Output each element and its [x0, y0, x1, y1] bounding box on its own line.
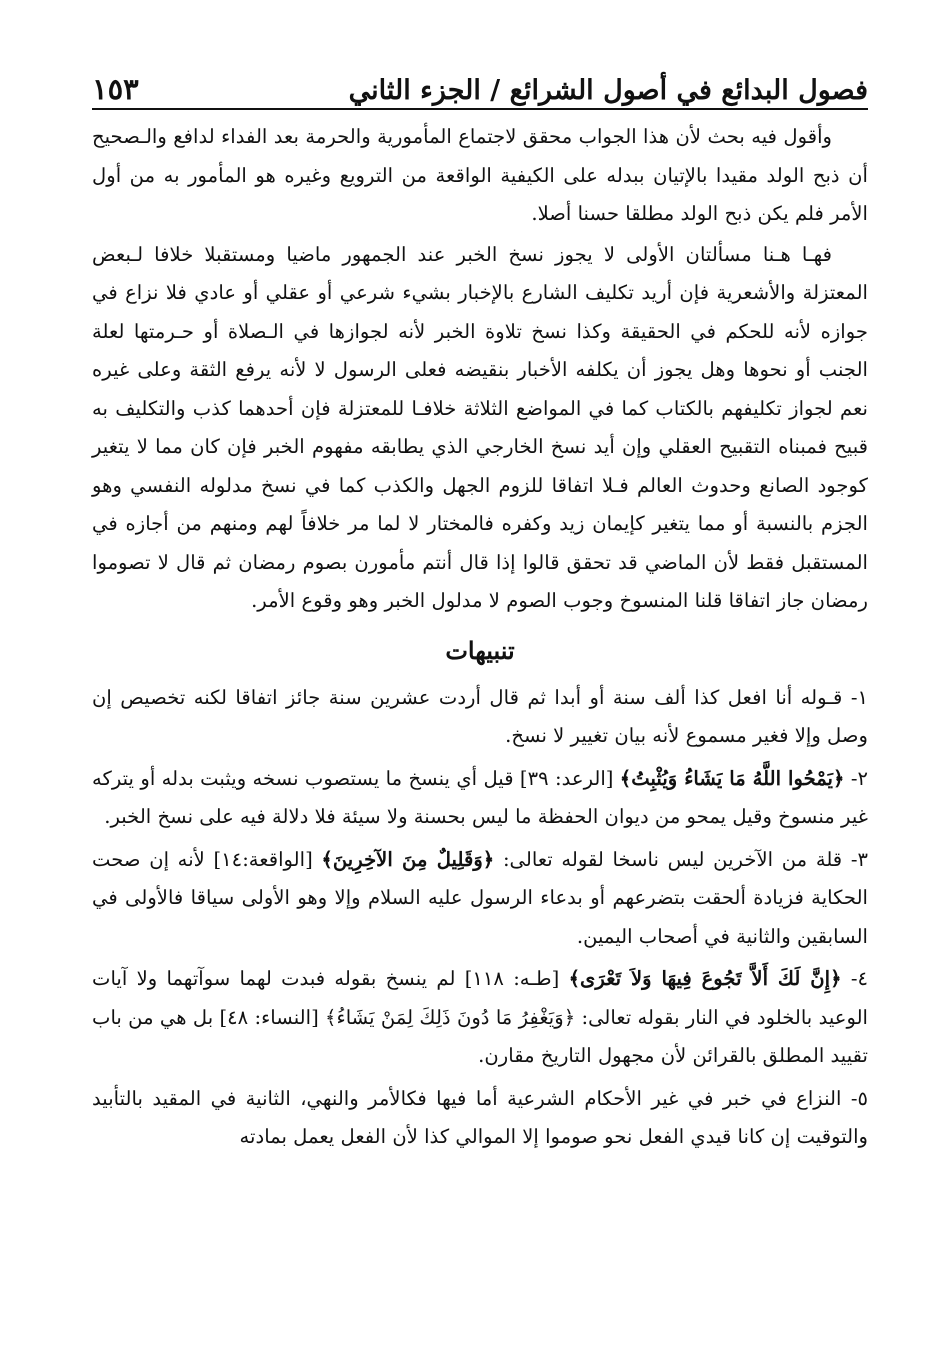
note-1 — [92, 679, 868, 756]
note-2 — [92, 760, 868, 837]
section-heading: تنبيهات — [445, 635, 515, 665]
note-4-number: ٤- — [841, 967, 868, 990]
note-3 — [92, 841, 868, 957]
note-2-number: ٢- — [844, 766, 868, 790]
note-3-text: [الواقعة:١٤] لأنه إن صحت الحكاية فزيادة ألحقت بتضرعهم أو بدعاء الرسول عليه السلام وإلا وهو الأولى سياقا فالأولى في السابقين والثانية في أصحاب اليمين. — [92, 847, 868, 948]
running-title: فصول البدائع في أصول الشرائع / الجزء الثاني — [348, 75, 868, 106]
paragraph-2: فهـا هـنا مسألتان الأولى لا يجوز نسخ الخبر عند الجمهور ماضيا ومستقبلا خلافا لـبعض المعتزلة والأشعرية فإن أريد تكليف الشارع بالإخبار بشيء شرعي أو عقلي أو عادي فلا نزاع في جوازه لأنه للحكم في الحقيقة وكذا نسخ تلاوة الخبر لأنه لجوازها في الـصلاة أو حـرمتها لعلة الجنب أو نحوها وهل يجوز أن يكلفه الأخبار بنقيضه فعلى الرسول لا لأنه يرفع الثقة وعلى غيره نعم لجواز تكليفهم بالكتاب كما في المواضع الثلاثة خلافـا للمعتزلة فإن أحدهما كذب والتكليف به قبيح فمبناه التقبيح العقلي وإن أيد نسخ الخارجي الذي يطابقه مفهوم الخبر فإن كان مما لا يتغير كوجود الصانع وحدوث العالم فـلا اتفاقا للزوم الجهل والكذب كما في نسخ مدلوله النفسي وهو الجزم بالنسبة أو مما يتغير كإيمان زيد وكفره فالمختار لا لما مر خلافاً لهم ومنهم من أجازه في المستقبل فقط لأن الماضي قد تحقق قالوا إذا قال أنتم مأمورن بصوم رمضان ثم قال لا تصوموا رمضان جاز اتفاقا قلنا المنسوخ وجوب الصوم لا مدلول الخبر وهو وقوع الأمر. — [92, 242, 868, 612]
page-header — [92, 50, 868, 110]
note-5 — [92, 1080, 868, 1157]
note-2-text: [الرعد: ٣٩] قيل أي ينسخ ما يستصوب نسخه ويثبت بدله أو يتركه غير منسوخ وقيل يمحو من ديوان الحفظة ما ليس بحسنة ولا سيئة فلا دلالة فيه على نسخ الخبر. — [92, 766, 868, 828]
note-4-quran-verse: ﴿إِنَّ لَكَ أَلاَّ تَجُوعَ فِيهَا وَلاَ تَعْرَى﴾ — [568, 967, 842, 990]
book-page — [92, 50, 868, 1350]
note-2-quran-verse: ﴿يَمْحُوا اللَّهُ مَا يَشَاءُ وَيُثْبِتُ﴾ — [619, 766, 845, 790]
note-3-text-start: ٣- قلة من الآخرين ليس ناسخا لقوله تعالى: — [494, 847, 868, 871]
note-5-text: ٥- النزاع في خبر في غير الأحكام الشرعية أما فيها فكالأمر والنهي، الثانية في المقيد بالتأبيد والتوقيت إن كانا قيدي الفعل نحو صوموا إلا الموالي كذا لأن الفعل يعمل بمادته — [92, 1086, 868, 1148]
paragraph-1: وأقول فيه بحث لأن هذا الجواب محقق لاجتماع المأمورية والحرمة بعد الفداء لدافع والـصحيح أن ذبح الولد مقيدا بالإتيان ببدله على الكيفية الواقعة من الترويع وغيره هو المأمور به من أول الأمر فلم يكن ذبح الولد مطلقا حسنا أصلا. — [92, 125, 868, 225]
page-number: ١٥٣ — [92, 72, 139, 106]
body-text — [92, 118, 868, 1157]
note-1-text: ١- قـوله أنا افعل كذا ألف سنة أو أبدا ثم قال أردت عشرين سنة جائز اتفاقا لكنه تخصيص إن وصل وإلا فغير مسموع لأنه بيان تغيير لا نسخ. — [92, 685, 868, 747]
note-3-quran-verse: ﴿وَقَلِيلٌ مِنَ الآخِرِينَ﴾ — [321, 847, 495, 871]
note-4 — [92, 960, 868, 1076]
note-4-text: [طـه: ١١٨] لم ينسخ بقوله فبدت لهما سوآتهما ولا آيات الوعيد بالخلود في النار بقوله تعالى: ﴿وَيَغْفِرُ مَا دُونَ ذَلِكَ لِمَنْ يَشَاءُ﴾ [النساء: ٤٨] بل هي من باب تقييد المطلق بالقرائن لأن مجهول التاريخ مقارن. — [92, 967, 868, 1067]
